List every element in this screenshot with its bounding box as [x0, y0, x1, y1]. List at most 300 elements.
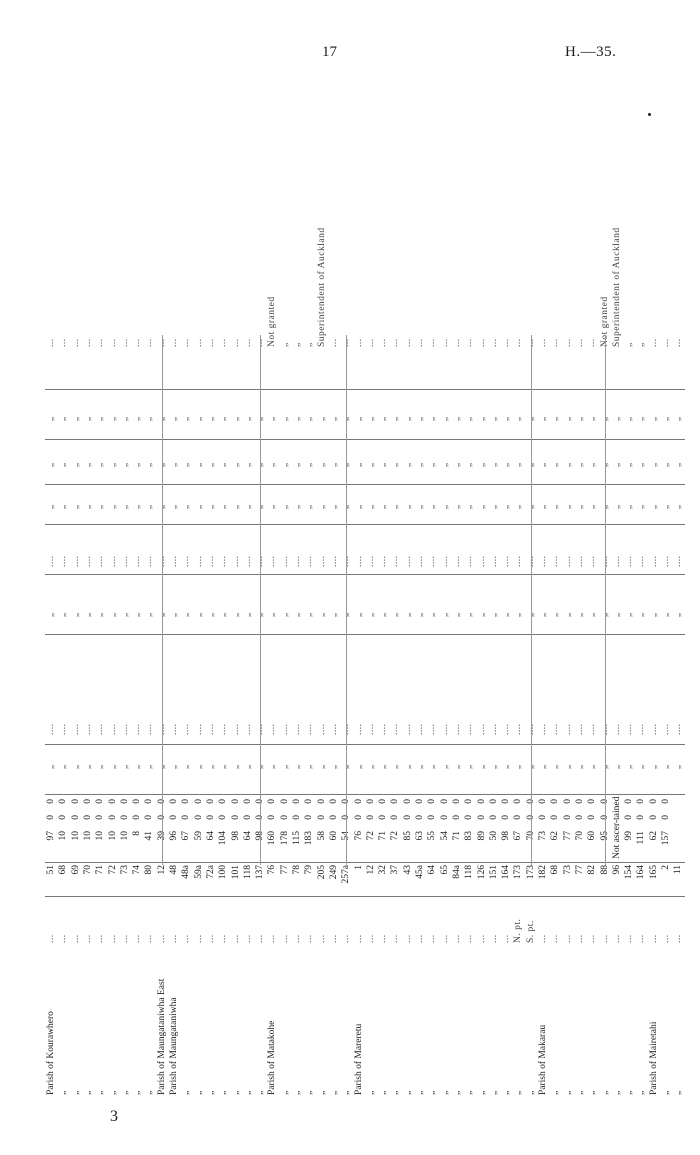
parish-cell: „	[107, 1090, 118, 1095]
ditto-cell: „	[574, 504, 585, 510]
leader-cell: ....	[82, 555, 93, 567]
ditto-cell: „	[218, 462, 229, 468]
roods-cell: 0	[328, 815, 339, 820]
leader-cell: ...	[316, 934, 327, 943]
ditto-cell: „	[169, 416, 179, 422]
leader-cell: ....	[562, 723, 573, 735]
ditto-cell: „	[562, 416, 573, 422]
remarks-cell: „	[292, 342, 302, 347]
perches-cell: 0	[304, 799, 315, 804]
leader-cell: ....	[562, 555, 573, 567]
acres-cell: 59	[193, 831, 204, 841]
ditto-cell: „	[390, 416, 401, 422]
table-row	[82, 335, 94, 1095]
ditto-cell: „	[574, 612, 585, 618]
roods-cell: 0	[402, 815, 413, 820]
acres-cell: 98	[230, 831, 241, 841]
ditto-cell: „	[205, 764, 216, 770]
leader-cell: ....	[488, 723, 499, 735]
leader-cell: ....	[402, 723, 413, 735]
leader-cell: ...	[218, 934, 229, 943]
ditto-cell: „	[193, 764, 204, 770]
ditto-cell: „	[513, 504, 524, 510]
leader-cell: ....	[501, 723, 512, 735]
acres-cell: 71	[378, 831, 389, 841]
roods-cell: 0	[415, 815, 425, 820]
ditto-cell: „	[255, 416, 266, 422]
leader-cell: ...	[378, 934, 389, 943]
leader-cell: ....	[513, 723, 524, 735]
ditto-cell: „	[267, 504, 278, 510]
leader-cell: ....	[292, 723, 302, 735]
ditto-cell: „	[267, 764, 278, 770]
leader-cell: ....	[587, 555, 598, 567]
roods-cell: 0	[132, 815, 143, 820]
ditto-cell: „	[439, 416, 450, 422]
perches-cell: 0	[267, 799, 278, 804]
acres-cell: 54	[341, 831, 352, 841]
leader-cell: ...	[70, 934, 81, 943]
ditto-cell: „	[95, 612, 106, 618]
table-row	[635, 335, 647, 1095]
perches-cell: 0	[70, 799, 81, 804]
section-number-cell: 51	[46, 865, 56, 875]
perches-cell: 0	[427, 799, 438, 804]
parish-cell: „	[562, 1090, 573, 1095]
ditto-cell: „	[661, 416, 671, 422]
section-number-cell: 77	[574, 865, 585, 875]
ditto-cell: „	[464, 764, 475, 770]
leader-cell: ...	[562, 934, 573, 943]
ditto-cell: „	[390, 462, 401, 468]
ditto-cell: „	[636, 612, 647, 618]
remarks-cell: ...	[181, 338, 192, 347]
parish-cell: „	[205, 1090, 216, 1095]
roods-cell: 0	[169, 815, 179, 820]
perches-cell: 0	[378, 799, 389, 804]
remarks-cell: ...	[144, 338, 155, 347]
leader-cell: ...	[95, 934, 106, 943]
perches-cell: 0	[513, 799, 524, 804]
ditto-cell: „	[673, 612, 684, 618]
table-row	[414, 335, 426, 1095]
ditto-cell: „	[46, 504, 56, 510]
perches-cell: 0	[193, 799, 204, 804]
section-number-cell: 164	[636, 865, 647, 880]
roods-cell: 0	[82, 815, 93, 820]
ditto-cell: „	[218, 612, 229, 618]
ditto-cell: „	[58, 612, 69, 618]
table-row	[488, 335, 500, 1095]
ditto-cell: „	[316, 764, 327, 770]
leader-cell: ...	[415, 934, 425, 943]
section-number-cell: 69	[70, 865, 81, 875]
remarks-cell: ...	[415, 338, 425, 347]
ditto-cell: „	[242, 612, 253, 618]
leader-cell: ....	[427, 555, 438, 567]
parish-cell: „	[255, 1090, 266, 1095]
leader-cell: ...	[402, 934, 413, 943]
roods-cell: 0	[525, 815, 536, 820]
parish-cell: „	[550, 1090, 561, 1095]
ditto-cell: „	[550, 416, 561, 422]
ditto-cell: „	[181, 462, 192, 468]
acres-cell: 70	[525, 831, 536, 841]
leader-cell: ....	[328, 723, 339, 735]
parish-cell: „	[673, 1090, 684, 1095]
parish-cell: „	[292, 1090, 302, 1095]
section-number-cell: 73	[562, 865, 573, 875]
ditto-cell: „	[525, 764, 536, 770]
ditto-cell: „	[574, 462, 585, 468]
ditto-cell: „	[636, 416, 647, 422]
ditto-cell: „	[661, 504, 671, 510]
parish-cell: Parish of Maungataniwha East	[156, 978, 167, 1095]
perches-cell: 0	[255, 799, 266, 804]
ditto-cell: „	[46, 416, 56, 422]
remarks-cell: ...	[341, 338, 352, 347]
acres-cell: 83	[464, 831, 475, 841]
leader-cell: ....	[415, 723, 425, 735]
ditto-cell: „	[636, 462, 647, 468]
ditto-cell: „	[58, 416, 69, 422]
remarks-cell: ...	[328, 338, 339, 347]
ditto-cell: „	[230, 462, 241, 468]
remarks-cell: ...	[132, 338, 143, 347]
acres-cell: 96	[169, 831, 179, 841]
leader-cell: ....	[107, 723, 118, 735]
leader-cell: ....	[193, 555, 204, 567]
parish-cell: „	[636, 1090, 647, 1095]
parish-cell: Parish of Makarau	[538, 1024, 548, 1095]
roods-cell: 0	[624, 815, 635, 820]
ditto-cell: „	[439, 764, 450, 770]
leader-cell: ....	[328, 555, 339, 567]
parish-cell: „	[611, 1090, 622, 1095]
leader-cell: ....	[267, 723, 278, 735]
ditto-cell: „	[501, 612, 512, 618]
ditto-cell: „	[415, 504, 425, 510]
leader-cell: ....	[279, 555, 290, 567]
table-row	[303, 335, 315, 1095]
section-number-cell: 74	[132, 865, 143, 875]
parish-cell: „	[402, 1090, 413, 1095]
signature-mark: 3	[110, 1108, 118, 1125]
leader-cell: ...	[661, 934, 671, 943]
table-row	[279, 335, 291, 1095]
ditto-cell: „	[451, 462, 462, 468]
roods-cell: 0	[587, 815, 598, 820]
parish-cell: „	[181, 1090, 192, 1095]
ditto-cell: „	[390, 764, 401, 770]
ditto-cell: „	[95, 764, 106, 770]
parish-cell: „	[513, 1090, 524, 1095]
leader-cell: ....	[82, 723, 93, 735]
ditto-cell: „	[279, 764, 290, 770]
ditto-cell: „	[107, 462, 118, 468]
section-number-cell: 173	[513, 865, 524, 880]
ditto-cell: „	[95, 504, 106, 510]
group-rule	[162, 335, 163, 865]
section-number-cell: 70	[82, 865, 93, 875]
ditto-cell: „	[70, 462, 81, 468]
acres-cell: 39	[156, 831, 167, 841]
group-rule	[605, 335, 606, 865]
ditto-cell: „	[328, 504, 339, 510]
leader-cell: ....	[365, 555, 376, 567]
table-row	[500, 335, 512, 1095]
acres-cell: 64	[242, 831, 253, 841]
ditto-cell: „	[341, 764, 352, 770]
acres-cell: 99	[624, 831, 635, 841]
ditto-cell: „	[156, 504, 167, 510]
ditto-cell: „	[390, 504, 401, 510]
ditto-cell: „	[328, 612, 339, 618]
parish-cell: „	[316, 1090, 327, 1095]
leader-cell: ...	[624, 934, 635, 943]
ditto-cell: „	[316, 416, 327, 422]
roods-cell: 0	[451, 815, 462, 820]
parish-cell: „	[587, 1090, 598, 1095]
perches-cell: 0	[95, 799, 106, 804]
ditto-cell: „	[119, 612, 130, 618]
ditto-cell: „	[476, 504, 487, 510]
leader-cell: ....	[58, 555, 69, 567]
table-row	[672, 335, 684, 1095]
roods-cell: 0	[513, 815, 524, 820]
leader-cell: ...	[181, 934, 192, 943]
leader-cell: ....	[218, 555, 229, 567]
ditto-cell: „	[513, 462, 524, 468]
ditto-cell: „	[365, 504, 376, 510]
ditto-cell: „	[415, 416, 425, 422]
perches-cell: 0	[390, 799, 401, 804]
ditto-cell: „	[144, 416, 155, 422]
ditto-cell: „	[279, 612, 290, 618]
leader-cell: ....	[70, 555, 81, 567]
ditto-cell: „	[636, 764, 647, 770]
perches-cell: 0	[279, 799, 290, 804]
leader-cell: ...	[427, 934, 438, 943]
parish-cell: „	[365, 1090, 376, 1095]
table-row	[45, 335, 57, 1095]
remarks-cell: ...	[156, 338, 167, 347]
parish-cell: Parish of Mairetahi	[648, 1021, 659, 1095]
ditto-cell: „	[538, 416, 548, 422]
leader-cell: ....	[648, 555, 659, 567]
ditto-cell: „	[193, 612, 204, 618]
parish-cell: „	[95, 1090, 106, 1095]
ditto-cell: „	[169, 504, 179, 510]
leader-cell: ....	[661, 723, 671, 735]
section-number-cell: 154	[624, 865, 635, 880]
ditto-cell: „	[513, 612, 524, 618]
remarks-cell: ...	[427, 338, 438, 347]
ditto-cell: „	[82, 612, 93, 618]
remarks-cell: ...	[378, 338, 389, 347]
leader-cell: ....	[95, 555, 106, 567]
ditto-cell: „	[402, 612, 413, 618]
ditto-cell: „	[292, 612, 302, 618]
leader-cell: ....	[353, 555, 364, 567]
remarks-cell: ...	[402, 338, 413, 347]
leader-cell: ....	[107, 555, 118, 567]
remarks-cell: ...	[673, 338, 684, 347]
section-number-cell: 78	[292, 865, 302, 875]
ditto-cell: „	[501, 764, 512, 770]
ditto-cell: „	[439, 504, 450, 510]
perches-cell: 0	[169, 799, 179, 804]
leader-cell: ...	[673, 934, 684, 943]
leader-cell: ....	[242, 555, 253, 567]
ditto-cell: „	[242, 504, 253, 510]
table-row	[94, 335, 106, 1095]
section-number-cell: 101	[230, 865, 241, 880]
remarks-cell: ...	[513, 338, 524, 347]
roods-cell: 0	[341, 815, 352, 820]
section-number-cell: 96	[611, 865, 622, 875]
perches-cell: 0	[58, 799, 69, 804]
leader-cell: ....	[538, 723, 548, 735]
report-reference: H.—35.	[565, 44, 617, 60]
ditto-cell: „	[230, 764, 241, 770]
roods-cell: 0	[636, 815, 647, 820]
section-number-cell: 68	[550, 865, 561, 875]
ink-speck	[648, 113, 651, 116]
section-number-cell: 165	[648, 865, 659, 880]
acres-cell: 76	[353, 831, 364, 841]
ditto-cell: „	[673, 504, 684, 510]
leader-cell: ....	[611, 555, 622, 567]
leader-cell: ...	[193, 934, 204, 943]
perches-cell: 0	[365, 799, 376, 804]
acres-cell: 95	[599, 831, 610, 841]
section-number-cell: 84a	[451, 865, 462, 879]
acres-cell: 41	[144, 831, 155, 841]
leader-cell: ...	[648, 934, 659, 943]
leader-cell: ....	[255, 555, 266, 567]
leader-cell: ....	[538, 555, 548, 567]
table-row	[57, 335, 69, 1095]
ditto-cell: „	[46, 764, 56, 770]
parish-cell: Parish of Matakohe	[267, 1020, 278, 1095]
roods-cell: 0	[205, 815, 216, 820]
ditto-cell: „	[488, 764, 499, 770]
perches-cell: 0	[341, 799, 352, 804]
parish-cell: „	[451, 1090, 462, 1095]
ditto-cell: „	[624, 416, 635, 422]
ditto-cell: „	[501, 462, 512, 468]
ditto-cell: „	[378, 612, 389, 618]
parish-cell: „	[415, 1090, 425, 1095]
ditto-cell: „	[230, 416, 241, 422]
leader-cell: ...	[205, 934, 216, 943]
perches-cell: 0	[415, 799, 425, 804]
table-row	[648, 335, 660, 1095]
parish-cell: „	[230, 1090, 241, 1095]
ditto-cell: „	[525, 416, 536, 422]
ditto-cell: „	[661, 764, 671, 770]
leader-cell: ...	[230, 934, 241, 943]
perches-cell: 0	[574, 799, 585, 804]
ditto-cell: „	[378, 416, 389, 422]
parish-cell: „	[144, 1090, 155, 1095]
ditto-cell: „	[525, 504, 536, 510]
ditto-cell: „	[107, 416, 118, 422]
ditto-cell: „	[587, 462, 598, 468]
ditto-cell: „	[538, 462, 548, 468]
table-row	[377, 335, 389, 1095]
ditto-cell: „	[292, 416, 302, 422]
section-number-cell: 64	[427, 865, 438, 875]
perches-cell: 0	[144, 799, 155, 804]
leader-cell: ....	[353, 723, 364, 735]
table-row	[389, 335, 401, 1095]
leader-cell: ....	[587, 723, 598, 735]
remarks-cell: ...	[365, 338, 376, 347]
column-rule	[45, 794, 685, 795]
perches-cell: 0	[451, 799, 462, 804]
leader-cell: ...	[132, 934, 143, 943]
ditto-cell: „	[611, 504, 622, 510]
perches-cell: 0	[119, 799, 130, 804]
group-rule	[346, 335, 347, 865]
ditto-cell: „	[292, 462, 302, 468]
leader-cell: ...	[574, 934, 585, 943]
ditto-cell: „	[464, 416, 475, 422]
ditto-cell: „	[451, 504, 462, 510]
section-number-cell: 1	[353, 865, 364, 870]
ditto-cell: „	[230, 504, 241, 510]
perches-cell: 0	[661, 799, 671, 804]
acres-cell: 72	[390, 831, 401, 841]
ditto-cell: „	[205, 416, 216, 422]
ditto-cell: „	[95, 416, 106, 422]
section-number-cell: 32	[378, 865, 389, 875]
roods-cell: 0	[70, 815, 81, 820]
acres-cell: 10	[58, 831, 69, 841]
acres-cell: 10	[119, 831, 130, 841]
perches-cell: 0	[587, 799, 598, 804]
leader-cell: ...	[279, 934, 290, 943]
ditto-cell: „	[304, 764, 315, 770]
leader-cell: ....	[279, 723, 290, 735]
ditto-cell: „	[427, 764, 438, 770]
ditto-cell: „	[611, 462, 622, 468]
leader-cell: ...	[304, 934, 315, 943]
ditto-cell: „	[587, 504, 598, 510]
ditto-cell: „	[587, 416, 598, 422]
ditto-cell: „	[107, 504, 118, 510]
remarks-cell: ...	[488, 338, 499, 347]
ditto-cell: „	[624, 504, 635, 510]
ditto-cell: „	[353, 416, 364, 422]
remarks-cell: ...	[70, 338, 81, 347]
remarks-cell: ...	[661, 338, 671, 347]
leader-cell: ....	[390, 723, 401, 735]
leader-cell: ...	[390, 934, 401, 943]
acres-cell: 64	[205, 831, 216, 841]
section-number-cell: 73	[119, 865, 130, 875]
roods-cell: 0	[304, 815, 315, 820]
ditto-cell: „	[181, 764, 192, 770]
roods-cell: 0	[538, 815, 548, 820]
leader-cell: ....	[181, 555, 192, 567]
ditto-cell: „	[279, 416, 290, 422]
perches-cell: 0	[439, 799, 450, 804]
section-number-cell: 43	[402, 865, 413, 875]
leader-cell: ...	[46, 934, 56, 943]
